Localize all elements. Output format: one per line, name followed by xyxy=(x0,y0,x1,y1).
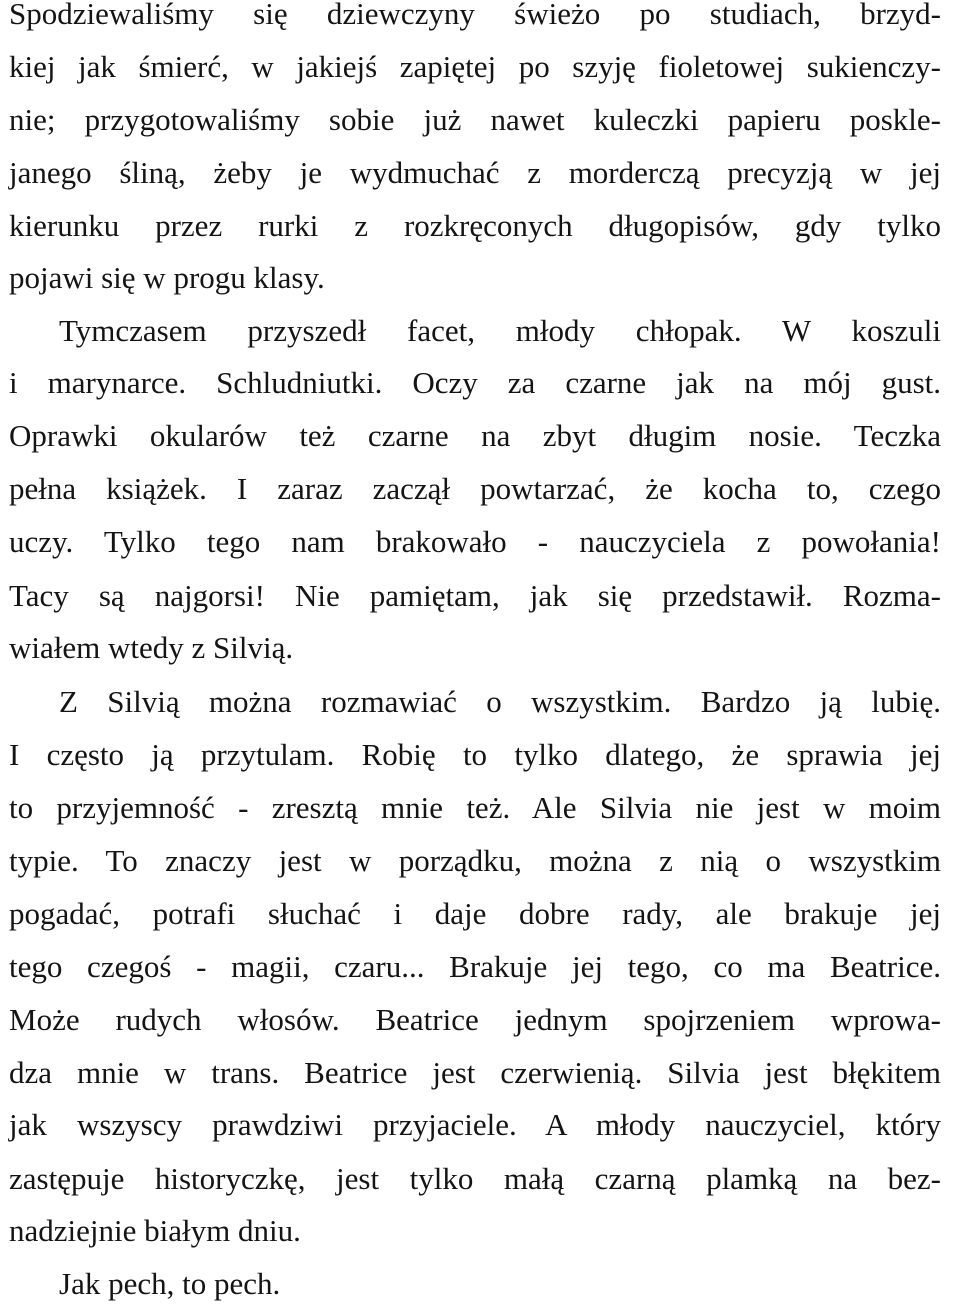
text-line: Spodziewaliśmy się dziewczyny świeżo po studiach, brzyd- xyxy=(9,0,941,31)
text-line: to przyjemność - zresztą mnie też. Ale Silvia nie jest w moim xyxy=(9,790,941,825)
text-line: I często ją przytulam. Robię to tylko dlatego, że sprawia jej xyxy=(9,737,941,772)
text-line: uczy. Tylko tego nam brakowało - nauczyciela z powołania! xyxy=(9,524,941,559)
text-line: janego śliną, żeby je wydmuchać z morderczą precyzją w jej xyxy=(9,155,941,190)
text-line: Jak pech, to pech. xyxy=(59,1266,281,1301)
text-line: kierunku przez rurki z rozkręconych długopisów, gdy tylko xyxy=(9,208,941,243)
text-line: Może rudych włosów. Beatrice jednym spojrzeniem wprowa- xyxy=(9,1002,941,1037)
text-line: i marynarce. Schludniutki. Oczy za czarne jak na mój gust. xyxy=(9,365,941,400)
text-line: nie; przygotowaliśmy sobie już nawet kuleczki papieru poskle- xyxy=(9,102,941,137)
text-line: Tymczasem przyszedł facet, młody chłopak. W koszuli xyxy=(59,313,941,348)
text-line: pogadać, potrafi słuchać i daje dobre rady, ale brakuje jej xyxy=(9,896,941,931)
text-line: nadziejnie białym dniu. xyxy=(9,1213,301,1248)
text-line: pojawi się w progu klasy. xyxy=(9,260,325,295)
text-line: dza mnie w trans. Beatrice jest czerwienią. Silvia jest błękitem xyxy=(9,1055,941,1090)
text-line: Oprawki okularów też czarne na zbyt długim nosie. Teczka xyxy=(9,418,941,453)
text-line: wiałem wtedy z Silvią. xyxy=(9,630,294,665)
text-line: typie. To znaczy jest w porządku, można z nią o wszystkim xyxy=(9,843,941,878)
text-line: tego czegoś - magii, czaru... Brakuje jej tego, co ma Beatrice. xyxy=(9,949,941,984)
text-line: Z Silvią można rozmawiać o wszystkim. Bardzo ją lubię. xyxy=(59,684,941,719)
text-line: kiej jak śmierć, w jakiejś zapiętej po szyję fioletowej sukienczy- xyxy=(9,49,941,84)
text-line: pełna książek. I zaraz zaczął powtarzać, że kocha to, czego xyxy=(9,471,941,506)
text-line: Tacy są najgorsi! Nie pamiętam, jak się przedstawił. Rozma- xyxy=(9,578,941,613)
text-line: jak wszyscy prawdziwi przyjaciele. A młody nauczyciel, który xyxy=(9,1107,941,1142)
text-line: zastępuje historyczkę, jest tylko małą czarną plamką na bez- xyxy=(9,1161,941,1196)
